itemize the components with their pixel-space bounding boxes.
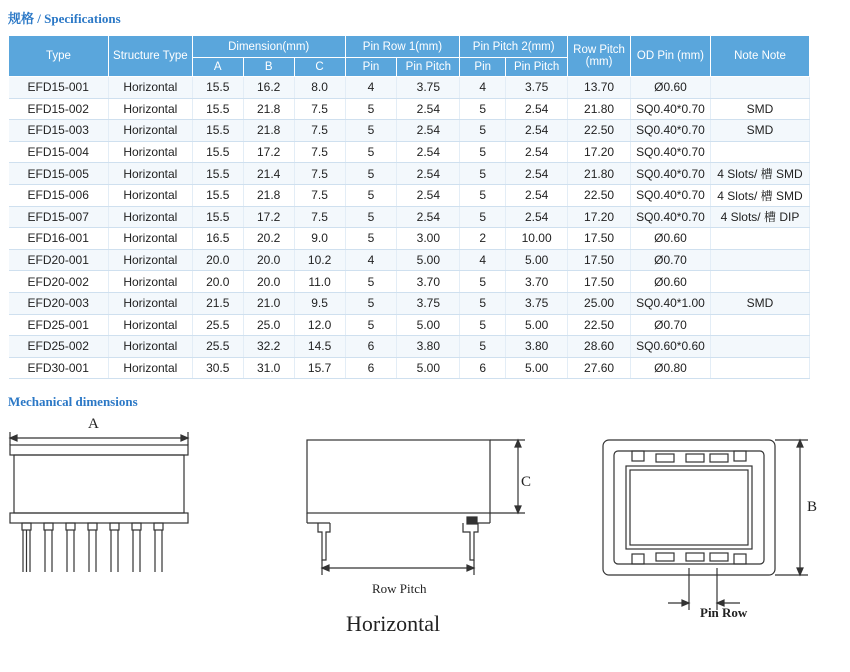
cell-dim-b: 20.0 bbox=[243, 271, 294, 293]
page-title: 规格 / Specifications bbox=[8, 11, 121, 26]
label-b: B bbox=[807, 499, 818, 515]
col-od-pin: OD Pin (mm) bbox=[630, 36, 710, 77]
table-row bbox=[9, 141, 810, 163]
cell-pitch1: 5.00 bbox=[397, 357, 460, 379]
cell-od-pin: Ø0.70 bbox=[630, 249, 710, 271]
cell-pin2: 5 bbox=[460, 336, 506, 358]
cell-pin2: 4 bbox=[460, 77, 506, 99]
cell-od-pin: Ø0.60 bbox=[630, 228, 710, 250]
cell-pin2: 2 bbox=[460, 228, 506, 250]
table-row bbox=[9, 292, 810, 314]
col-pin-pitch2: Pin Pitch 2(mm) bbox=[460, 36, 568, 58]
cell-type: EFD20-002 bbox=[9, 271, 109, 293]
label-c: C bbox=[521, 474, 532, 490]
cell-pin1: 5 bbox=[345, 141, 397, 163]
cell-dim-c: 11.0 bbox=[294, 271, 345, 293]
cell-pin1: 5 bbox=[345, 228, 397, 250]
cell-note bbox=[710, 77, 809, 99]
cell-type: EFD25-001 bbox=[9, 314, 109, 336]
cell-dim-b: 21.4 bbox=[243, 163, 294, 185]
cell-dim-b: 17.2 bbox=[243, 141, 294, 163]
cell-pin1: 5 bbox=[345, 206, 397, 228]
cell-type: EFD15-007 bbox=[9, 206, 109, 228]
cell-note: 4 Slots/ 槽 SMD bbox=[710, 163, 809, 185]
cell-pitch2: 2.54 bbox=[506, 206, 568, 228]
cell-pitch1: 3.75 bbox=[397, 292, 460, 314]
cell-structure: Horizontal bbox=[108, 228, 192, 250]
table-row bbox=[9, 314, 810, 336]
cell-pin2: 5 bbox=[460, 206, 506, 228]
cell-dim-b: 21.0 bbox=[243, 292, 294, 314]
cell-note: SMD bbox=[710, 120, 809, 142]
cell-pitch2: 2.54 bbox=[506, 184, 568, 206]
cell-dim-c: 7.5 bbox=[294, 206, 345, 228]
cell-note: SMD bbox=[710, 292, 809, 314]
cell-od-pin: SQ0.40*0.70 bbox=[630, 184, 710, 206]
cell-row-pitch: 17.20 bbox=[568, 206, 631, 228]
cell-pin2: 5 bbox=[460, 271, 506, 293]
cell-row-pitch: 22.50 bbox=[568, 314, 631, 336]
cell-note bbox=[710, 228, 809, 250]
cell-row-pitch: 22.50 bbox=[568, 184, 631, 206]
cell-row-pitch: 21.80 bbox=[568, 163, 631, 185]
cell-pin1: 5 bbox=[345, 314, 397, 336]
cell-od-pin: SQ0.40*0.70 bbox=[630, 206, 710, 228]
col-pin1: Pin bbox=[345, 58, 397, 77]
cell-note bbox=[710, 141, 809, 163]
cell-pitch1: 3.75 bbox=[397, 77, 460, 99]
cell-structure: Horizontal bbox=[108, 336, 192, 358]
table-row bbox=[9, 120, 810, 142]
cell-dim-c: 14.5 bbox=[294, 336, 345, 358]
cell-pitch2: 2.54 bbox=[506, 120, 568, 142]
cell-row-pitch: 17.20 bbox=[568, 141, 631, 163]
cell-od-pin: Ø0.80 bbox=[630, 357, 710, 379]
cell-dim-c: 7.5 bbox=[294, 163, 345, 185]
cell-note bbox=[710, 314, 809, 336]
cell-pin2: 4 bbox=[460, 249, 506, 271]
table-row bbox=[9, 271, 810, 293]
cell-dim-c: 10.2 bbox=[294, 249, 345, 271]
cell-note bbox=[710, 249, 809, 271]
cell-pitch2: 2.54 bbox=[506, 163, 568, 185]
cell-dim-b: 16.2 bbox=[243, 77, 294, 99]
cell-dim-b: 21.8 bbox=[243, 184, 294, 206]
cell-structure: Horizontal bbox=[108, 357, 192, 379]
cell-note bbox=[710, 271, 809, 293]
table-row bbox=[9, 228, 810, 250]
cell-dim-b: 21.8 bbox=[243, 120, 294, 142]
cell-pitch2: 2.54 bbox=[506, 141, 568, 163]
col-structure: Structure Type bbox=[108, 36, 192, 77]
cell-dim-c: 8.0 bbox=[294, 77, 345, 99]
cell-type: EFD20-001 bbox=[9, 249, 109, 271]
cell-structure: Horizontal bbox=[108, 184, 192, 206]
cell-type: EFD25-002 bbox=[9, 336, 109, 358]
cell-pitch1: 2.54 bbox=[397, 141, 460, 163]
label-pin-row: Pin Row bbox=[700, 605, 748, 620]
cell-dim-b: 20.2 bbox=[243, 228, 294, 250]
cell-pitch1: 5.00 bbox=[397, 249, 460, 271]
table-row bbox=[9, 336, 810, 358]
specifications-table bbox=[8, 35, 810, 379]
cell-row-pitch: 21.80 bbox=[568, 98, 631, 120]
cell-pin2: 5 bbox=[460, 163, 506, 185]
cell-pitch2: 10.00 bbox=[506, 228, 568, 250]
cell-pin1: 6 bbox=[345, 336, 397, 358]
cell-dim-c: 12.0 bbox=[294, 314, 345, 336]
cell-pin2: 5 bbox=[460, 314, 506, 336]
cell-row-pitch: 17.50 bbox=[568, 249, 631, 271]
cell-pitch1: 2.54 bbox=[397, 163, 460, 185]
cell-pitch1: 2.54 bbox=[397, 98, 460, 120]
cell-pitch2: 5.00 bbox=[506, 249, 568, 271]
cell-pin1: 5 bbox=[345, 120, 397, 142]
cell-structure: Horizontal bbox=[108, 163, 192, 185]
cell-pin1: 5 bbox=[345, 98, 397, 120]
cell-structure: Horizontal bbox=[108, 292, 192, 314]
cell-pitch1: 2.54 bbox=[397, 184, 460, 206]
cell-dim-a: 15.5 bbox=[192, 184, 243, 206]
mechanical-drawings bbox=[0, 410, 850, 635]
cell-pitch1: 3.00 bbox=[397, 228, 460, 250]
cell-type: EFD15-006 bbox=[9, 184, 109, 206]
table-row bbox=[9, 184, 810, 206]
cell-row-pitch: 17.50 bbox=[568, 271, 631, 293]
cell-pitch1: 3.70 bbox=[397, 271, 460, 293]
cell-row-pitch: 28.60 bbox=[568, 336, 631, 358]
cell-dim-c: 7.5 bbox=[294, 120, 345, 142]
cell-row-pitch: 22.50 bbox=[568, 120, 631, 142]
cell-dim-a: 15.5 bbox=[192, 98, 243, 120]
cell-type: EFD15-001 bbox=[9, 77, 109, 99]
cell-od-pin: SQ0.40*0.70 bbox=[630, 163, 710, 185]
cell-pin1: 5 bbox=[345, 271, 397, 293]
cell-structure: Horizontal bbox=[108, 98, 192, 120]
cell-od-pin: SQ0.40*0.70 bbox=[630, 141, 710, 163]
col-c: C bbox=[294, 58, 345, 77]
cell-dim-b: 25.0 bbox=[243, 314, 294, 336]
cell-dim-a: 25.5 bbox=[192, 336, 243, 358]
cell-pin2: 5 bbox=[460, 141, 506, 163]
cell-od-pin: Ø0.70 bbox=[630, 314, 710, 336]
figure-caption: Horizontal bbox=[346, 611, 441, 636]
cell-dim-b: 32.2 bbox=[243, 336, 294, 358]
cell-pin2: 5 bbox=[460, 292, 506, 314]
col-dimension: Dimension(mm) bbox=[192, 36, 345, 58]
cell-pin1: 5 bbox=[345, 184, 397, 206]
cell-pin1: 4 bbox=[345, 77, 397, 99]
cell-dim-b: 20.0 bbox=[243, 249, 294, 271]
cell-dim-c: 9.0 bbox=[294, 228, 345, 250]
cell-dim-a: 21.5 bbox=[192, 292, 243, 314]
top-view-drawing bbox=[603, 440, 808, 610]
cell-row-pitch: 13.70 bbox=[568, 77, 631, 99]
cell-pitch1: 5.00 bbox=[397, 314, 460, 336]
cell-type: EFD20-003 bbox=[9, 292, 109, 314]
cell-pin2: 5 bbox=[460, 120, 506, 142]
cell-pin1: 5 bbox=[345, 163, 397, 185]
cell-note: SMD bbox=[710, 98, 809, 120]
cell-pin1: 6 bbox=[345, 357, 397, 379]
cell-type: EFD15-005 bbox=[9, 163, 109, 185]
cell-dim-c: 15.7 bbox=[294, 357, 345, 379]
cell-dim-a: 15.5 bbox=[192, 141, 243, 163]
cell-pitch1: 2.54 bbox=[397, 206, 460, 228]
cell-pitch2: 3.75 bbox=[506, 77, 568, 99]
cell-dim-a: 15.5 bbox=[192, 206, 243, 228]
cell-pin2: 6 bbox=[460, 357, 506, 379]
cell-row-pitch: 17.50 bbox=[568, 228, 631, 250]
cell-pitch2: 3.80 bbox=[506, 336, 568, 358]
cell-pitch1: 2.54 bbox=[397, 120, 460, 142]
label-a: A bbox=[88, 416, 99, 432]
cell-pitch1: 3.80 bbox=[397, 336, 460, 358]
cell-structure: Horizontal bbox=[108, 206, 192, 228]
cell-type: EFD15-003 bbox=[9, 120, 109, 142]
col-pin2: Pin bbox=[460, 58, 506, 77]
cell-structure: Horizontal bbox=[108, 271, 192, 293]
cell-dim-c: 7.5 bbox=[294, 141, 345, 163]
table-row bbox=[9, 206, 810, 228]
cell-dim-a: 30.5 bbox=[192, 357, 243, 379]
cell-structure: Horizontal bbox=[108, 120, 192, 142]
col-note: Note Note bbox=[710, 36, 809, 77]
cell-type: EFD16-001 bbox=[9, 228, 109, 250]
cell-row-pitch: 25.00 bbox=[568, 292, 631, 314]
cell-pitch2: 3.75 bbox=[506, 292, 568, 314]
label-row-pitch: Row Pitch bbox=[372, 581, 427, 596]
cell-pin1: 5 bbox=[345, 292, 397, 314]
table-row bbox=[9, 77, 810, 99]
cell-structure: Horizontal bbox=[108, 314, 192, 336]
cell-od-pin: SQ0.40*0.70 bbox=[630, 120, 710, 142]
cell-od-pin: SQ0.60*0.60 bbox=[630, 336, 710, 358]
cell-row-pitch: 27.60 bbox=[568, 357, 631, 379]
cell-dim-c: 7.5 bbox=[294, 184, 345, 206]
cell-type: EFD15-004 bbox=[9, 141, 109, 163]
cell-pin2: 5 bbox=[460, 184, 506, 206]
cell-od-pin: SQ0.40*1.00 bbox=[630, 292, 710, 314]
cell-dim-a: 15.5 bbox=[192, 163, 243, 185]
cell-dim-b: 17.2 bbox=[243, 206, 294, 228]
col-a: A bbox=[192, 58, 243, 77]
cell-note: 4 Slots/ 槽 DIP bbox=[710, 206, 809, 228]
cell-structure: Horizontal bbox=[108, 141, 192, 163]
cell-note bbox=[710, 357, 809, 379]
col-b: B bbox=[243, 58, 294, 77]
cell-dim-a: 16.5 bbox=[192, 228, 243, 250]
col-row-pitch: Row Pitch (mm) bbox=[568, 36, 631, 77]
cell-od-pin: SQ0.40*0.70 bbox=[630, 98, 710, 120]
mechanical-heading: Mechanical dimensions bbox=[8, 394, 138, 409]
cell-pin1: 4 bbox=[345, 249, 397, 271]
cell-structure: Horizontal bbox=[108, 77, 192, 99]
cell-note bbox=[710, 336, 809, 358]
table-row bbox=[9, 357, 810, 379]
cell-dim-a: 15.5 bbox=[192, 77, 243, 99]
cell-pin2: 5 bbox=[460, 98, 506, 120]
col-pitch2: Pin Pitch bbox=[506, 58, 568, 77]
cell-dim-c: 7.5 bbox=[294, 98, 345, 120]
table-body bbox=[9, 77, 810, 379]
col-pitch1: Pin Pitch bbox=[397, 58, 460, 77]
cell-dim-a: 15.5 bbox=[192, 120, 243, 142]
cell-note: 4 Slots/ 槽 SMD bbox=[710, 184, 809, 206]
front-view-drawing bbox=[10, 432, 188, 572]
cell-structure: Horizontal bbox=[108, 249, 192, 271]
cell-pitch2: 5.00 bbox=[506, 314, 568, 336]
side-view-drawing bbox=[307, 440, 525, 575]
table-row bbox=[9, 249, 810, 271]
cell-dim-b: 31.0 bbox=[243, 357, 294, 379]
cell-od-pin: Ø0.60 bbox=[630, 271, 710, 293]
cell-type: EFD15-002 bbox=[9, 98, 109, 120]
table-row bbox=[9, 163, 810, 185]
cell-od-pin: Ø0.60 bbox=[630, 77, 710, 99]
cell-dim-a: 20.0 bbox=[192, 271, 243, 293]
table-row bbox=[9, 98, 810, 120]
cell-dim-a: 20.0 bbox=[192, 249, 243, 271]
cell-pitch2: 3.70 bbox=[506, 271, 568, 293]
col-type: Type bbox=[9, 36, 109, 77]
cell-dim-c: 9.5 bbox=[294, 292, 345, 314]
cell-dim-a: 25.5 bbox=[192, 314, 243, 336]
col-pin-row1: Pin Row 1(mm) bbox=[345, 36, 460, 58]
cell-dim-b: 21.8 bbox=[243, 98, 294, 120]
cell-pitch2: 2.54 bbox=[506, 98, 568, 120]
cell-type: EFD30-001 bbox=[9, 357, 109, 379]
cell-pitch2: 5.00 bbox=[506, 357, 568, 379]
